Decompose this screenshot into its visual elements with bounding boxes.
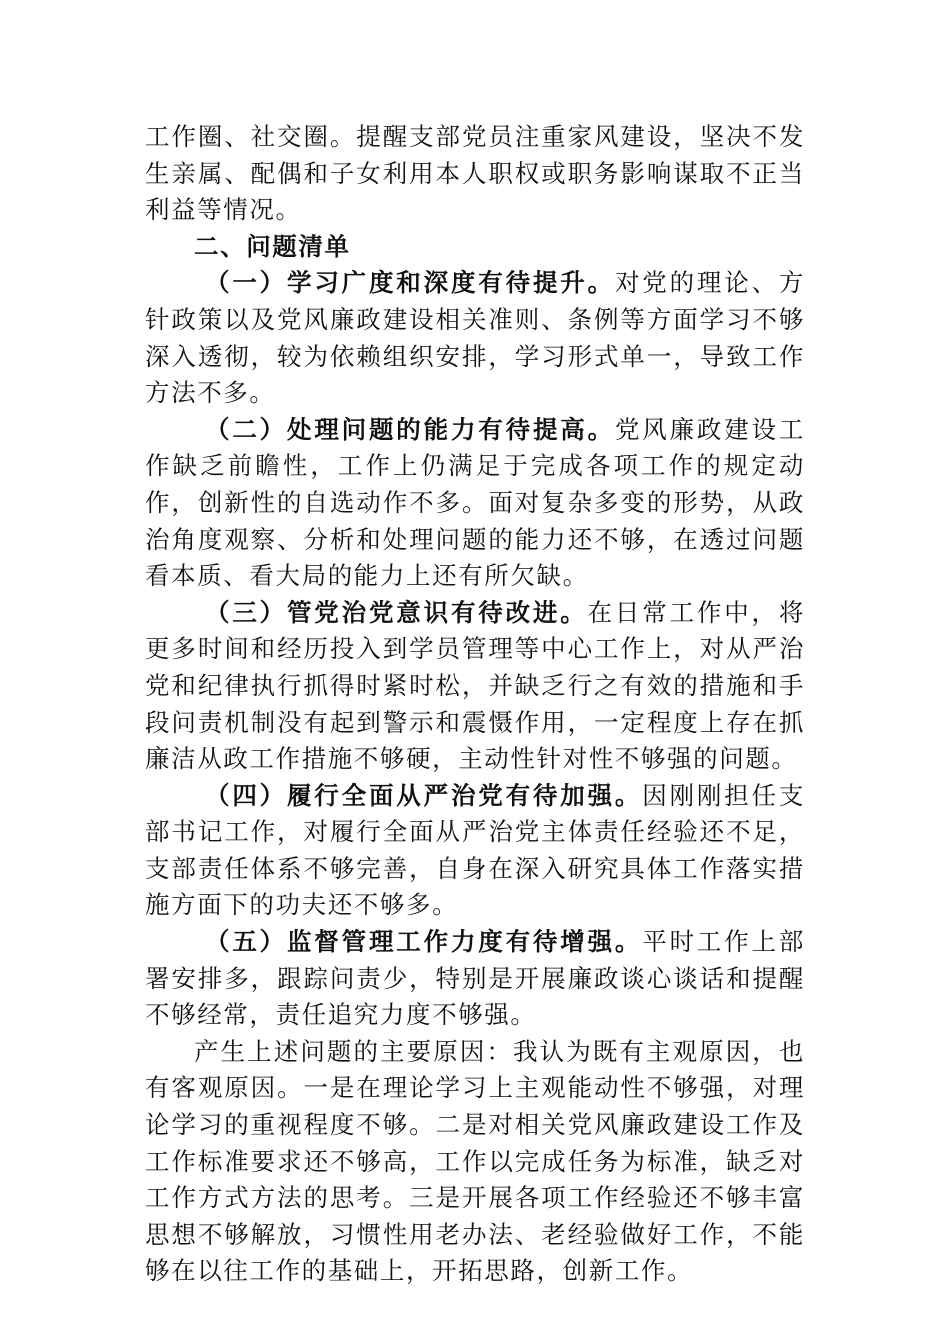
problem-item-3	[145, 595, 805, 778]
causes-paragraph: 产生上述问题的主要原因：我认为既有主观原因，也有客观原因。一是在理论学习上主观能动性不够强，对理论学习的重视程度不够。二是对相关党风廉政建设工作及工作标准要求还不够高，工作以完成任务为标准，缺乏对工作方式方法的思考。三是开展各项工作经验还不够丰富思想不够解放，习惯性用老办法、老经验做好工作，不能够在以往工作的基础上，开拓思路，创新工作。	[145, 1036, 805, 1286]
problem-item-5-body: 平时工作上部署安排多，跟踪问责少，特别是开展廉政谈心谈话和提醒不够经常，责任追究力度不够强。	[145, 927, 805, 1030]
problem-item-5	[145, 924, 805, 1034]
problem-item-4-lead: （四）履行全面从严治党有待加强。	[205, 780, 643, 810]
document-page	[145, 119, 805, 1290]
problem-item-4	[145, 778, 805, 924]
problem-item-1-body: 对党的理论、方针政策以及党风廉政建设相关准则、条例等方面学习不够深入透彻，较为依赖组织安排，学习形式单一，导致工作方法不多。	[145, 268, 806, 408]
problem-item-3-lead: （三）管党治党意识有待改进。	[205, 597, 588, 627]
problem-item-1	[145, 265, 805, 411]
problem-item-2	[145, 412, 805, 595]
problem-item-5-lead: （五）监督管理工作力度有待增强。	[205, 927, 643, 957]
intro-paragraph: 工作圈、社交圈。提醒支部党员注重家风建设，坚决不发生亲属、配偶和子女利用本人职权或职务影响谋取不正当利益等情况。	[145, 122, 805, 225]
problem-item-2-body: 党风廉政建设工作缺乏前瞻性，工作上仍满足于完成各项工作的规定动作，创新性的自选动作不多。面对复杂多变的形势，从政治角度观察、分析和处理问题的能力还不够，在透过问题看本质、看大局的能力上还有所欠缺。	[145, 414, 806, 591]
section-heading: 二、问题清单	[194, 231, 351, 261]
problem-item-3-body: 在日常工作中，将更多时间和经历投入到学员管理等中心工作上，对从严治党和纪律执行抓得时紧时松，并缺乏行之有效的措施和手段问责机制没有起到警示和震慑作用，一定程度上存在抓廉洁从政工作措施不够硬，主动性针对性不够强的问题。	[145, 597, 805, 774]
problem-item-4-body: 因刚刚担任支部书记工作，对履行全面从严治党主体责任经验还不足，支部责任体系不够完善，自身在深入研究具体工作落实措施方面下的功夫还不够多。	[145, 780, 805, 920]
problem-item-2-lead: （二）处理问题的能力有待提高。	[205, 414, 615, 444]
problem-item-1-lead: （一）学习广度和深度有待提升。	[205, 268, 615, 298]
